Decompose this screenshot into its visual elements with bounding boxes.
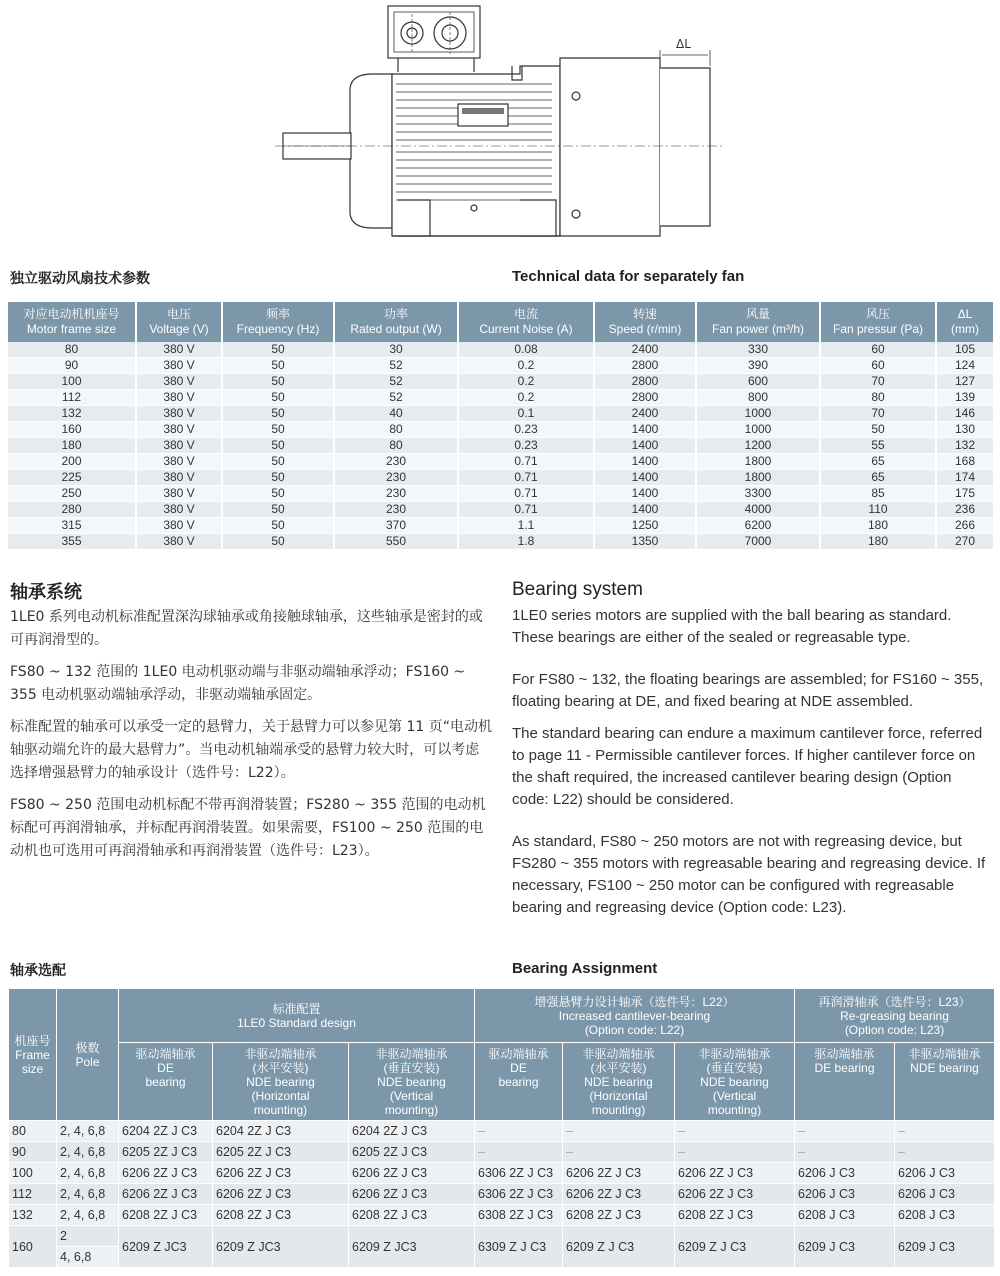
fan-table-cell: 270 bbox=[936, 534, 994, 550]
fan-table-cell: 70 bbox=[820, 406, 936, 422]
fan-table-cell: 168 bbox=[936, 454, 994, 470]
fan-table-cell: 105 bbox=[936, 342, 994, 358]
fan-table-cell: 50 bbox=[222, 454, 334, 470]
bearing-cell: 6204 2Z J C3 bbox=[349, 1121, 475, 1142]
header-pole: 极数 Pole bbox=[57, 989, 119, 1121]
fan-table-cell: 355 bbox=[8, 534, 136, 550]
fan-table-cell: 50 bbox=[222, 534, 334, 550]
bearing-cell: 6205 2Z J C3 bbox=[349, 1142, 475, 1163]
pole-cell: 2, 4, 6,8 bbox=[57, 1163, 119, 1184]
bearing-row bbox=[9, 1205, 995, 1226]
fan-table-cell: 180 bbox=[820, 518, 936, 534]
bearing-cell: 6209 Z JC3 bbox=[213, 1226, 349, 1268]
bearing-cell: – bbox=[795, 1142, 895, 1163]
fan-table-cell: 2400 bbox=[594, 406, 696, 422]
fan-table-row bbox=[8, 454, 994, 470]
assignment-title-cn: 轴承选配 bbox=[10, 963, 66, 979]
fan-table-cell: 0.71 bbox=[458, 470, 594, 486]
fan-table-cell: 80 bbox=[8, 342, 136, 358]
bearing-cell: 6208 2Z J C3 bbox=[675, 1205, 795, 1226]
fan-table-cell: 600 bbox=[696, 374, 820, 390]
bearing-cell: 6204 2Z J C3 bbox=[119, 1121, 213, 1142]
bearing-system-title-cn: 轴承系统 bbox=[10, 582, 82, 603]
fan-table-cell: 380 V bbox=[136, 374, 222, 390]
frame-cell: 112 bbox=[9, 1184, 57, 1205]
fan-table-cell: 65 bbox=[820, 454, 936, 470]
fan-table-cell: 2800 bbox=[594, 358, 696, 374]
bearing-cell: – bbox=[895, 1121, 995, 1142]
bearing-cell: 6206 J C3 bbox=[895, 1163, 995, 1184]
header-std-de: 驱动端轴承 DE bearing bbox=[119, 1043, 213, 1121]
fan-table-cell: 2400 bbox=[594, 342, 696, 358]
fan-table-cell: 0.71 bbox=[458, 486, 594, 502]
fan-header-cell: 转速 Speed (r/min) bbox=[594, 302, 696, 342]
header-std-nde-horizontal: 非驱动端轴承 (水平安装) NDE bearing (Horizontal mounting) bbox=[213, 1043, 349, 1121]
fan-table-cell: 380 V bbox=[136, 342, 222, 358]
fan-table-cell: 230 bbox=[334, 454, 458, 470]
bearing-cell: 6206 2Z J C3 bbox=[349, 1184, 475, 1205]
bearing-cell: 6206 2Z J C3 bbox=[675, 1163, 795, 1184]
fan-table-cell: 100 bbox=[8, 374, 136, 390]
fan-table-cell: 50 bbox=[222, 422, 334, 438]
fan-table-cell: 60 bbox=[820, 342, 936, 358]
bearing-cell: 6206 J C3 bbox=[795, 1163, 895, 1184]
fan-table-cell: 315 bbox=[8, 518, 136, 534]
pole-cell: 2, 4, 6,8 bbox=[57, 1121, 119, 1142]
bearing-row bbox=[9, 1121, 995, 1142]
bearing-cell: 6306 2Z J C3 bbox=[475, 1184, 563, 1205]
fan-table-row bbox=[8, 470, 994, 486]
fan-header-row bbox=[8, 302, 994, 342]
para-en-1: 1LE0 series motors are supplied with the ball bearing as standard. These bearings are either of the sealed or regreasable type. bbox=[512, 607, 952, 646]
fan-header-cell: 风量 Fan power (m³/h) bbox=[696, 302, 820, 342]
bearing-cell: – bbox=[895, 1142, 995, 1163]
fan-table-row bbox=[8, 534, 994, 550]
fan-table-cell: 50 bbox=[222, 438, 334, 454]
fan-table-cell: 380 V bbox=[136, 422, 222, 438]
fan-table-cell: 0.23 bbox=[458, 438, 594, 454]
fan-table-cell: 0.71 bbox=[458, 502, 594, 518]
bearing-cell: 6306 2Z J C3 bbox=[475, 1163, 563, 1184]
bearing-cell: 6206 J C3 bbox=[895, 1184, 995, 1205]
fan-table-cell: 800 bbox=[696, 390, 820, 406]
bearing-cell: 6204 2Z J C3 bbox=[213, 1121, 349, 1142]
fan-table-cell: 0.2 bbox=[458, 374, 594, 390]
frame-cell: 132 bbox=[9, 1205, 57, 1226]
fan-table-cell: 40 bbox=[334, 406, 458, 422]
bearing-cell: 6205 2Z J C3 bbox=[119, 1142, 213, 1163]
fan-header-cell: 电流 Current Noise (A) bbox=[458, 302, 594, 342]
fan-table-cell: 160 bbox=[8, 422, 136, 438]
fan-table-cell: 0.2 bbox=[458, 390, 594, 406]
fan-table-cell: 80 bbox=[334, 422, 458, 438]
fan-table-cell: 132 bbox=[936, 438, 994, 454]
fan-table-row bbox=[8, 342, 994, 358]
fan-table-cell: 390 bbox=[696, 358, 820, 374]
bearing-cell: 6205 2Z J C3 bbox=[213, 1142, 349, 1163]
fan-table-cell: 280 bbox=[8, 502, 136, 518]
fan-table-cell: 380 V bbox=[136, 438, 222, 454]
fan-table-cell: 0.2 bbox=[458, 358, 594, 374]
bearing-cell: 6208 2Z J C3 bbox=[119, 1205, 213, 1226]
para-en-3: The standard bearing can endure a maximum cantilever force, referred to page 11 - Permissible cantilever forces. If higher cantilever force on the shaft required, the increased cantilever bearing design (Option code: L22) should be considered. bbox=[512, 725, 983, 808]
bearing-system-title-en: Bearing system bbox=[512, 579, 643, 600]
fan-table-cell: 330 bbox=[696, 342, 820, 358]
bearing-cell: 6208 2Z J C3 bbox=[213, 1205, 349, 1226]
delta-l-label: ΔL bbox=[676, 37, 691, 51]
fan-table-cell: 380 V bbox=[136, 502, 222, 518]
fan-table-cell: 6200 bbox=[696, 518, 820, 534]
fan-table-cell: 266 bbox=[936, 518, 994, 534]
fan-title-cn: 独立驱动风扇技术参数 bbox=[10, 271, 150, 287]
fan-table-cell: 80 bbox=[820, 390, 936, 406]
fan-table-cell: 2800 bbox=[594, 390, 696, 406]
fan-table-cell: 380 V bbox=[136, 470, 222, 486]
fan-table-cell: 370 bbox=[334, 518, 458, 534]
fan-table-cell: 60 bbox=[820, 358, 936, 374]
header-group-l23: 再润滑轴承（选件号：L23） Re-greasing bearing (Option code: L23) bbox=[795, 989, 995, 1043]
fan-table-cell: 50 bbox=[222, 342, 334, 358]
fan-table-cell: 50 bbox=[222, 406, 334, 422]
fan-table-cell: 2800 bbox=[594, 374, 696, 390]
frame-cell: 160 bbox=[9, 1226, 57, 1268]
fan-table-cell: 380 V bbox=[136, 406, 222, 422]
bearing-cell: – bbox=[563, 1121, 675, 1142]
fan-table-cell: 1400 bbox=[594, 422, 696, 438]
header-l23-de: 驱动端轴承 DE bearing bbox=[795, 1043, 895, 1121]
fan-data-table bbox=[8, 302, 995, 550]
fan-table-cell: 0.71 bbox=[458, 454, 594, 470]
fan-table-cell: 55 bbox=[820, 438, 936, 454]
fan-table-row bbox=[8, 502, 994, 518]
bearing-cell: 6206 2Z J C3 bbox=[213, 1184, 349, 1205]
fan-table-cell: 3300 bbox=[696, 486, 820, 502]
bearing-cell: 6208 2Z J C3 bbox=[349, 1205, 475, 1226]
header-std-nde-vertical: 非驱动端轴承 (垂直安装) NDE bearing (Vertical mounting) bbox=[349, 1043, 475, 1121]
fan-table-cell: 90 bbox=[8, 358, 136, 374]
header-l22-nde-horizontal: 非驱动端轴承 (水平安装) NDE bearing (Horizontal mounting) bbox=[563, 1043, 675, 1121]
fan-table-cell: 174 bbox=[936, 470, 994, 486]
bearing-cell: 6206 2Z J C3 bbox=[349, 1163, 475, 1184]
fan-table-cell: 132 bbox=[8, 406, 136, 422]
fan-table-cell: 200 bbox=[8, 454, 136, 470]
fan-table-cell: 1000 bbox=[696, 422, 820, 438]
fan-table-cell: 130 bbox=[936, 422, 994, 438]
fan-table-cell: 380 V bbox=[136, 454, 222, 470]
fan-table-cell: 230 bbox=[334, 486, 458, 502]
bearing-cell: 6209 Z JC3 bbox=[349, 1226, 475, 1268]
fan-table-cell: 1800 bbox=[696, 470, 820, 486]
header-l22-nde-vertical: 非驱动端轴承 (垂直安装) NDE bearing (Vertical mounting) bbox=[675, 1043, 795, 1121]
bearing-text-cn bbox=[10, 606, 492, 863]
fan-table-cell: 1400 bbox=[594, 502, 696, 518]
fan-table-cell: 70 bbox=[820, 374, 936, 390]
fan-table-cell: 180 bbox=[8, 438, 136, 454]
fan-table-cell: 230 bbox=[334, 502, 458, 518]
fan-table-cell: 52 bbox=[334, 390, 458, 406]
fan-table-cell: 1350 bbox=[594, 534, 696, 550]
fan-table-cell: 65 bbox=[820, 470, 936, 486]
fan-table-row bbox=[8, 422, 994, 438]
bearing-assignment-table bbox=[8, 988, 995, 1268]
para-cn-3: 标准配置的轴承可以承受一定的悬臂力，关于悬臂力可以参见第 11 页“电动机轴驱动端允许的最大悬臂力”。当电动机轴端承受的悬臂力较大时，可以考虑选择增强悬臂力的轴承设计（选件号：L22）。 bbox=[10, 719, 492, 781]
fan-table-cell: 146 bbox=[936, 406, 994, 422]
fan-table-cell: 52 bbox=[334, 374, 458, 390]
fan-table-cell: 110 bbox=[820, 502, 936, 518]
pole-cell: 2, 4, 6,8 bbox=[57, 1184, 119, 1205]
bearing-cell: 6206 2Z J C3 bbox=[563, 1163, 675, 1184]
fan-table-cell: 1400 bbox=[594, 454, 696, 470]
bearing-cell: 6208 J C3 bbox=[795, 1205, 895, 1226]
frame-cell: 80 bbox=[9, 1121, 57, 1142]
fan-table-cell: 0.1 bbox=[458, 406, 594, 422]
bearing-cell: – bbox=[675, 1121, 795, 1142]
bearing-text-en bbox=[512, 605, 992, 919]
fan-table-row bbox=[8, 486, 994, 502]
bearing-cell: 6206 J C3 bbox=[795, 1184, 895, 1205]
fan-table-row bbox=[8, 358, 994, 374]
bearing-cell: 6209 Z J C3 bbox=[563, 1226, 675, 1268]
fan-header-cell: 频率 Frequency (Hz) bbox=[222, 302, 334, 342]
fan-table-cell: 1000 bbox=[696, 406, 820, 422]
fan-table-cell: 1400 bbox=[594, 438, 696, 454]
fan-table-cell: 380 V bbox=[136, 486, 222, 502]
bearing-cell: 6209 J C3 bbox=[795, 1226, 895, 1268]
bearing-cell: 6208 2Z J C3 bbox=[563, 1205, 675, 1226]
fan-table-cell: 1.8 bbox=[458, 534, 594, 550]
fan-table-cell: 52 bbox=[334, 358, 458, 374]
fan-table-cell: 550 bbox=[334, 534, 458, 550]
bearing-row bbox=[9, 1184, 995, 1205]
bearing-row bbox=[9, 1142, 995, 1163]
bearing-row-160 bbox=[9, 1226, 995, 1247]
bearing-cell: 6206 2Z J C3 bbox=[563, 1184, 675, 1205]
header-l22-de: 驱动端轴承 DE bearing bbox=[475, 1043, 563, 1121]
fan-table-row bbox=[8, 438, 994, 454]
fan-title-en: Technical data for separately fan bbox=[512, 268, 745, 285]
bearing-cell: – bbox=[795, 1121, 895, 1142]
pole-cell: 2, 4, 6,8 bbox=[57, 1142, 119, 1163]
fan-header-cell: 电压 Voltage (V) bbox=[136, 302, 222, 342]
bearing-cell: – bbox=[475, 1121, 563, 1142]
header-group-standard: 标准配置 1LE0 Standard design bbox=[119, 989, 475, 1043]
fan-header-cell: 对应电动机机座号 Motor frame size bbox=[8, 302, 136, 342]
fan-header-cell: ΔL (mm) bbox=[936, 302, 994, 342]
bearing-cell: 6308 2Z J C3 bbox=[475, 1205, 563, 1226]
fan-table-cell: 380 V bbox=[136, 358, 222, 374]
bearing-cell: 6206 2Z J C3 bbox=[119, 1184, 213, 1205]
frame-cell: 100 bbox=[9, 1163, 57, 1184]
fan-table-cell: 50 bbox=[222, 390, 334, 406]
fan-table-cell: 30 bbox=[334, 342, 458, 358]
bearing-cell: 6209 Z J C3 bbox=[675, 1226, 795, 1268]
fan-table-cell: 50 bbox=[222, 502, 334, 518]
fan-table-cell: 180 bbox=[820, 534, 936, 550]
fan-table-cell: 380 V bbox=[136, 518, 222, 534]
fan-table-cell: 50 bbox=[222, 518, 334, 534]
fan-table-cell: 50 bbox=[820, 422, 936, 438]
fan-table-cell: 230 bbox=[334, 470, 458, 486]
para-en-4: As standard, FS80 ~ 250 motors are not with regreasing device, but FS280 ~ 355 motors with regreasable bearing and regreasing device. If necessary, FS100 ~ 250 motor can be configured with regreasable bearing and regreasing device (Option code: L23). bbox=[512, 833, 986, 916]
bearing-cell: – bbox=[475, 1142, 563, 1163]
fan-table-row bbox=[8, 406, 994, 422]
fan-table-cell: 225 bbox=[8, 470, 136, 486]
para-cn-2: FS80 ~ 132 范围的 1LE0 电动机驱动端与非驱动端轴承浮动；FS160 ~ 355 电动机驱动端轴承浮动，非驱动端轴承固定。 bbox=[10, 664, 466, 703]
fan-table-cell: 50 bbox=[222, 374, 334, 390]
para-cn-1: 1LE0 系列电动机标准配置深沟球轴承或角接触球轴承，这些轴承是密封的或可再润滑型的。 bbox=[10, 609, 483, 648]
bearing-cell: 6206 2Z J C3 bbox=[213, 1163, 349, 1184]
fan-table-cell: 1400 bbox=[594, 486, 696, 502]
fan-table-cell: 50 bbox=[222, 486, 334, 502]
pole-cell: 4, 6,8 bbox=[57, 1247, 119, 1268]
bearing-row bbox=[9, 1163, 995, 1184]
para-en-2: For FS80 ~ 132, the floating bearings are assembled; for FS160 ~ 355, floating bearing at DE, and fixed bearing at NDE assembled. bbox=[512, 671, 984, 710]
fan-table-cell: 380 V bbox=[136, 534, 222, 550]
fan-table-cell: 0.08 bbox=[458, 342, 594, 358]
fan-table-cell: 124 bbox=[936, 358, 994, 374]
fan-table-cell: 175 bbox=[936, 486, 994, 502]
pole-cell: 2, 4, 6,8 bbox=[57, 1205, 119, 1226]
fan-table-cell: 1800 bbox=[696, 454, 820, 470]
fan-table-cell: 1400 bbox=[594, 470, 696, 486]
fan-table-cell: 0.23 bbox=[458, 422, 594, 438]
fan-table-cell: 50 bbox=[222, 358, 334, 374]
fan-table-cell: 1250 bbox=[594, 518, 696, 534]
header-frame-size: 机座号 Frame size bbox=[9, 989, 57, 1121]
fan-table-cell: 4000 bbox=[696, 502, 820, 518]
fan-table-cell: 380 V bbox=[136, 390, 222, 406]
bearing-cell: – bbox=[675, 1142, 795, 1163]
fan-table-row bbox=[8, 390, 994, 406]
pole-cell: 2 bbox=[57, 1226, 119, 1247]
header-l23-nde: 非驱动端轴承 NDE bearing bbox=[895, 1043, 995, 1121]
fan-table-cell: 112 bbox=[8, 390, 136, 406]
bearing-cell: 6208 J C3 bbox=[895, 1205, 995, 1226]
bearing-cell: 6309 Z J C3 bbox=[475, 1226, 563, 1268]
bearing-cell: 6209 J C3 bbox=[895, 1226, 995, 1268]
fan-header-cell: 功率 Rated output (W) bbox=[334, 302, 458, 342]
frame-cell: 90 bbox=[9, 1142, 57, 1163]
fan-header-cell: 风压 Fan pressur (Pa) bbox=[820, 302, 936, 342]
fan-table-cell: 50 bbox=[222, 470, 334, 486]
fan-table-cell: 80 bbox=[334, 438, 458, 454]
assignment-title-en: Bearing Assignment bbox=[512, 960, 658, 977]
fan-table-cell: 250 bbox=[8, 486, 136, 502]
para-cn-4: FS80 ~ 250 范围电动机标配不带再润滑装置；FS280 ~ 355 范围的电动机标配可再润滑轴承，并标配再润滑装置。如果需要，FS100 ~ 250 范围的电动机也可选用可再润滑轴承和再润滑装置（选件号：L23）。 bbox=[10, 797, 486, 859]
motor-drawing bbox=[270, 0, 730, 245]
fan-table-cell: 236 bbox=[936, 502, 994, 518]
fan-table-cell: 139 bbox=[936, 390, 994, 406]
fan-table-row bbox=[8, 518, 994, 534]
fan-table-row bbox=[8, 374, 994, 390]
fan-table-cell: 85 bbox=[820, 486, 936, 502]
fan-table-cell: 7000 bbox=[696, 534, 820, 550]
header-group-l22: 增强悬臂力设计轴承（选件号：L22） Increased cantilever-bearing (Option code: L22) bbox=[475, 989, 795, 1043]
fan-table-cell: 127 bbox=[936, 374, 994, 390]
bearing-cell: – bbox=[563, 1142, 675, 1163]
fan-table-cell: 1.1 bbox=[458, 518, 594, 534]
bearing-cell: 6209 Z JC3 bbox=[119, 1226, 213, 1268]
bearing-cell: 6206 2Z J C3 bbox=[119, 1163, 213, 1184]
fan-table-cell: 1200 bbox=[696, 438, 820, 454]
bearing-cell: 6206 2Z J C3 bbox=[675, 1184, 795, 1205]
